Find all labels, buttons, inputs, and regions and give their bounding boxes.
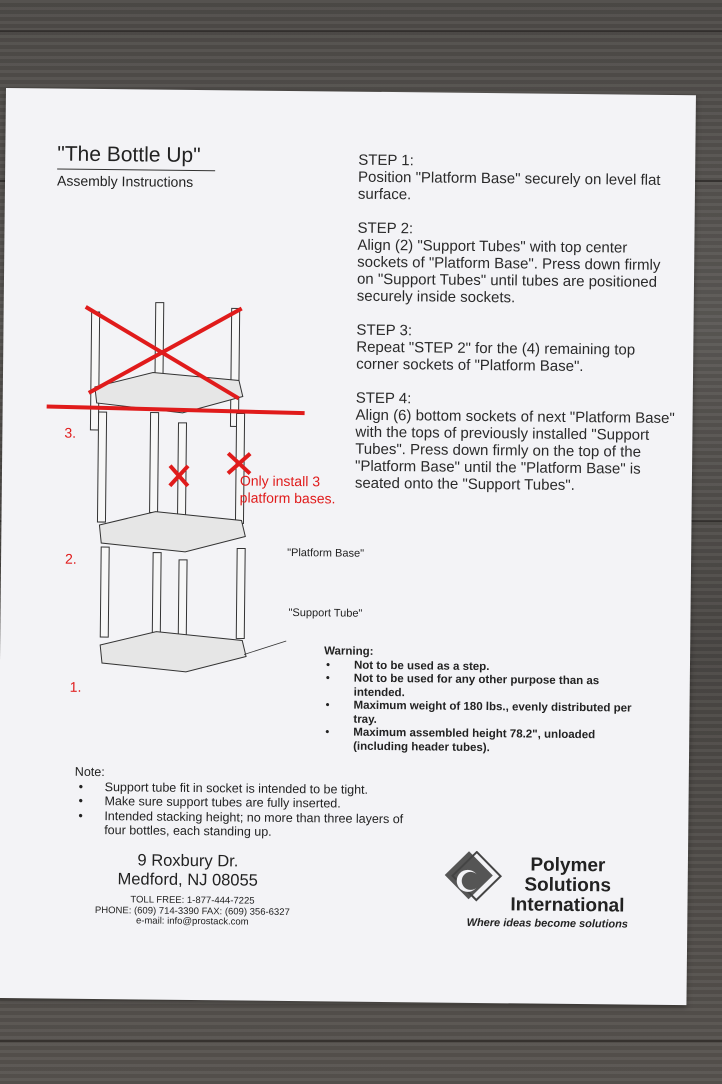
note-item: • Intended stacking height; no more than three layers of four bottles, each standing up. bbox=[74, 808, 414, 841]
support-tube-illustration bbox=[230, 308, 239, 426]
install-limit-annotation: Only install 3 platform bases. bbox=[239, 472, 336, 507]
polymer-solutions-logo-icon bbox=[433, 851, 504, 912]
support-tube-label: "Support Tube" bbox=[288, 606, 363, 620]
address-line-1: 9 Roxbury Dr. bbox=[137, 851, 239, 871]
instruction-sheet bbox=[0, 88, 696, 1005]
warning-item: • Not to be used as a step. bbox=[324, 659, 644, 676]
step-heading: STEP 1: bbox=[358, 151, 414, 170]
warning-section bbox=[323, 645, 644, 756]
platform-base-illustration bbox=[99, 511, 245, 553]
level-3-label: 3. bbox=[64, 424, 77, 441]
step-text: Repeat "STEP 2" for the (4) remaining top corner sockets of "Platform Base". bbox=[356, 338, 636, 376]
warning-item: • Maximum weight of 180 lbs., evenly distributed per tray. bbox=[323, 699, 643, 729]
address-line-2: Medford, NJ 08055 bbox=[117, 870, 258, 890]
steps-list bbox=[355, 152, 679, 512]
document-subtitle: Assembly Instructions bbox=[56, 172, 194, 190]
company-tagline: Where ideas become solutions bbox=[466, 916, 629, 931]
warning-item: • Maximum assembled height 78.2", unloaded (including header tubes). bbox=[323, 726, 643, 756]
platform-base-leader-line bbox=[244, 641, 286, 655]
step-2 bbox=[357, 220, 678, 308]
support-tube-illustration bbox=[236, 548, 245, 638]
company-line-2: Solutions bbox=[524, 874, 612, 897]
warning-list bbox=[323, 659, 644, 757]
document-title bbox=[57, 143, 215, 172]
email: e-mail: info@prostack.com bbox=[135, 915, 249, 928]
support-tube-illustration bbox=[97, 412, 106, 522]
assembly-diagram bbox=[30, 206, 365, 709]
company-address bbox=[78, 851, 298, 891]
platform-base-illustration bbox=[100, 631, 246, 673]
level-2-label: 2. bbox=[64, 550, 77, 567]
company-line-1: Polymer bbox=[530, 854, 606, 877]
level-1-label: 1. bbox=[69, 678, 82, 695]
company-line-3: International bbox=[510, 894, 625, 917]
company-name bbox=[497, 855, 638, 916]
warning-item: • Not to be used for any other purpose than as intended. bbox=[324, 672, 644, 702]
step-1 bbox=[358, 152, 679, 206]
note-item: • Make sure support tubes are fully inserted. bbox=[74, 794, 414, 812]
note-list bbox=[74, 779, 415, 841]
note-heading: Note: bbox=[74, 764, 105, 780]
document-title-text: "The Bottle Up" bbox=[57, 142, 201, 168]
floor-plank-seam bbox=[0, 30, 722, 32]
warning-heading: Warning: bbox=[324, 645, 374, 658]
contact-info bbox=[67, 895, 317, 929]
step-text: Align (2) "Support Tubes" with top center sockets of "Platform Base". Press down firmly on "Support Tubes" until tubes are positioned securely inside sockets. bbox=[356, 236, 661, 307]
step-heading: STEP 4: bbox=[355, 389, 412, 408]
support-tube-illustration bbox=[152, 553, 161, 633]
step-text: Position "Platform Base" securely on level flat surface. bbox=[357, 168, 661, 204]
title-underline bbox=[57, 169, 215, 172]
floor-plank-seam bbox=[0, 1040, 722, 1042]
note-item: • Support tube fit in socket is intended to be tight. bbox=[75, 779, 415, 797]
note-section bbox=[74, 765, 415, 841]
platform-base-label: "Platform Base" bbox=[287, 546, 365, 560]
step-text: Align (6) bottom sockets of next "Platform Base" with the tops of previously installed "Support Tubes". Press down firmly on the top of the "Platform Base" until the "Platform Base" is seated onto the "Support Tubes". bbox=[354, 406, 675, 494]
toll-free: TOLL FREE: 1-877-444-7225 bbox=[130, 894, 255, 907]
support-tube-illustration bbox=[150, 413, 159, 513]
support-tube-illustration bbox=[100, 547, 109, 637]
step-heading: STEP 2: bbox=[357, 219, 414, 238]
step-3 bbox=[356, 322, 677, 376]
phone-fax: PHONE: (609) 714-3390 FAX: (609) 356-6327 bbox=[94, 904, 290, 918]
support-tube-illustration bbox=[178, 560, 187, 645]
step-heading: STEP 3: bbox=[356, 321, 413, 340]
step-4 bbox=[355, 390, 676, 495]
